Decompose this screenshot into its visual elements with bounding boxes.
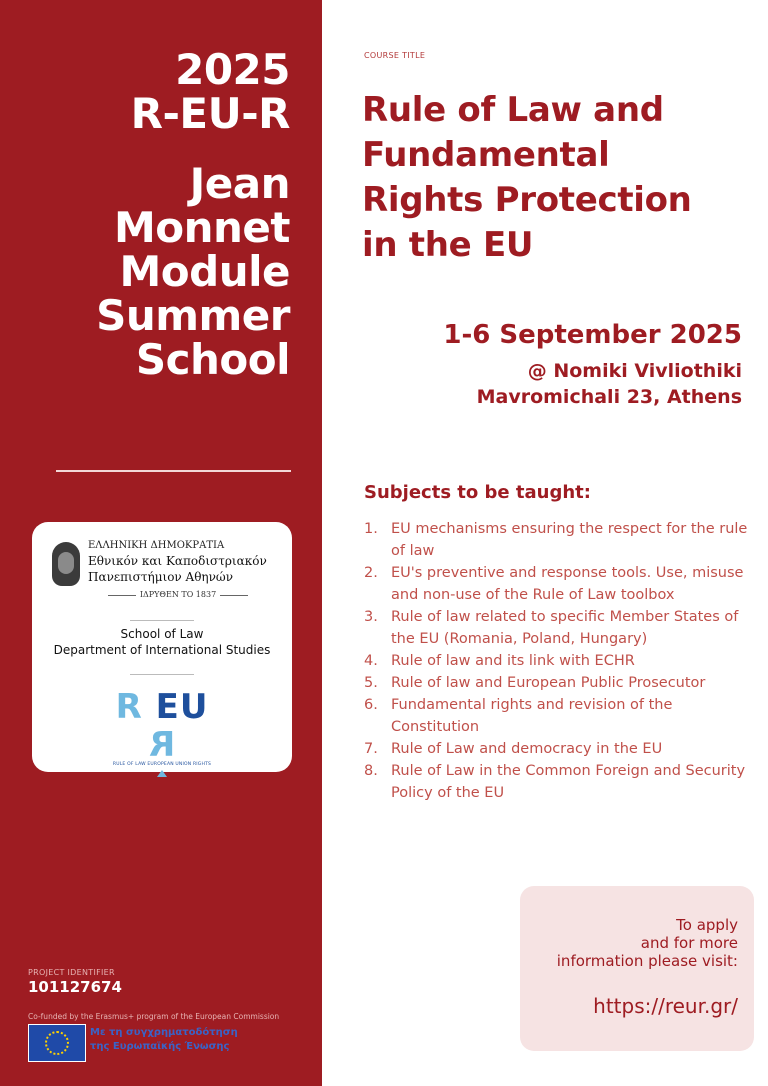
item-number: 7. [364,741,378,757]
project-identifier: 101127674 [28,978,122,996]
venue-name: @ Nomiki Vivliothiki [527,360,742,382]
item-text: EU mechanisms ensuring the respect for the rule of law [391,521,748,559]
logo-letters-eu: EU [155,687,209,727]
card-divider [130,620,194,621]
institution-card [32,522,292,772]
hero-title [20,45,290,384]
course-date: 1-6 September 2025 [443,320,742,350]
hero-line-school: School [135,335,290,384]
item-text: Rule of law and its link with ECHR [391,653,635,669]
list-item [364,760,756,804]
uni-name-line2: Πανεπιστήμιον Αθηνών [88,570,233,584]
list-item [364,650,756,672]
item-text: EU's preventive and response tools. Use, misuse and non-use of the Rule of Law toolbox [391,565,744,603]
left-panel [0,0,322,1086]
course-title-line: in the EU [362,225,534,265]
uni-republic-label: ΕΛΛΗΝΙΚΗ ΔΗΜΟΚΡΑΤΙΑ [88,540,225,551]
list-item [364,738,756,760]
hero-year: 2025 [175,45,290,94]
apply-line: and for more [640,934,738,952]
list-item [364,672,756,694]
hero-divider [56,470,291,472]
hero-acronym: R-EU-R [130,89,290,138]
athena-crest-icon [52,542,80,586]
logo-letter-r: R [115,687,143,727]
list-item [364,694,756,738]
university-logo [52,538,272,612]
item-number: 1. [364,521,378,537]
subjects-heading: Subjects to be taught: [364,482,591,503]
course-title [362,88,742,268]
course-title-line: Fundamental [362,135,610,175]
school-line: School of Law [120,627,204,641]
item-text: Rule of Law in the Common Foreign and Security Policy of the EU [391,763,746,801]
item-text: Rule of law and European Public Prosecutor [391,675,706,691]
item-number: 4. [364,653,378,669]
item-text: Rule of Law and democracy in the EU [391,741,663,757]
item-number: 2. [364,565,378,581]
subjects-list [364,518,756,804]
item-text: Rule of law related to specific Member States of the EU (Romania, Poland, Hungary) [391,609,739,647]
hero-line-module: Module [119,247,290,296]
apply-text [528,916,738,970]
project-identifier-label: PROJECT IDENTIFIER [28,968,115,977]
item-text: Fundamental rights and revision of the Constitution [391,697,673,735]
hero-line-monnet: Monnet [113,203,290,252]
uni-founded-label: ΙΔΡΥΘΕΝ ΤΟ 1837 [88,590,268,599]
school-name [32,626,292,658]
cofunded-note: Co-funded by the Erasmus+ program of the European Commission [28,1012,280,1021]
item-number: 8. [364,763,378,779]
item-number: 6. [364,697,378,713]
uni-name-line1: Εθνικόν και Καποδιστριακόν [88,554,267,568]
eu-text-line: Με τη συγχρηματοδότηση [90,1027,238,1038]
logo-tagline: RULE OF LAW EUROPEAN UNION RIGHTS [112,762,212,767]
apply-box [520,886,754,1051]
hero-line-jean: Jean [189,159,290,208]
scale-icon [157,770,167,777]
apply-link[interactable]: https://reur.gr/ [593,994,738,1018]
eu-flag-icon [28,1024,86,1062]
list-item [364,606,756,650]
course-title-line: Rule of Law and [362,90,664,130]
course-title-line: Rights Protection [362,180,692,220]
eu-cofunded-text [90,1026,238,1054]
apply-line: To apply [676,916,738,934]
venue-address: Mavromichali 23, Athens [476,386,742,408]
hero-line-summer: Summer [96,291,290,340]
course-title-label: COURSE TITLE [364,51,426,60]
list-item [364,518,756,562]
department-line: Department of International Studies [53,643,271,657]
card-divider [130,674,194,675]
logo-letter-r-mirrored: R [148,725,176,765]
item-number: 5. [364,675,378,691]
reur-logo [110,687,214,767]
apply-line: information please visit: [556,952,738,970]
list-item [364,562,756,606]
item-number: 3. [364,609,378,625]
eu-text-line: της Ευρωπαϊκής Ένωσης [90,1041,230,1052]
